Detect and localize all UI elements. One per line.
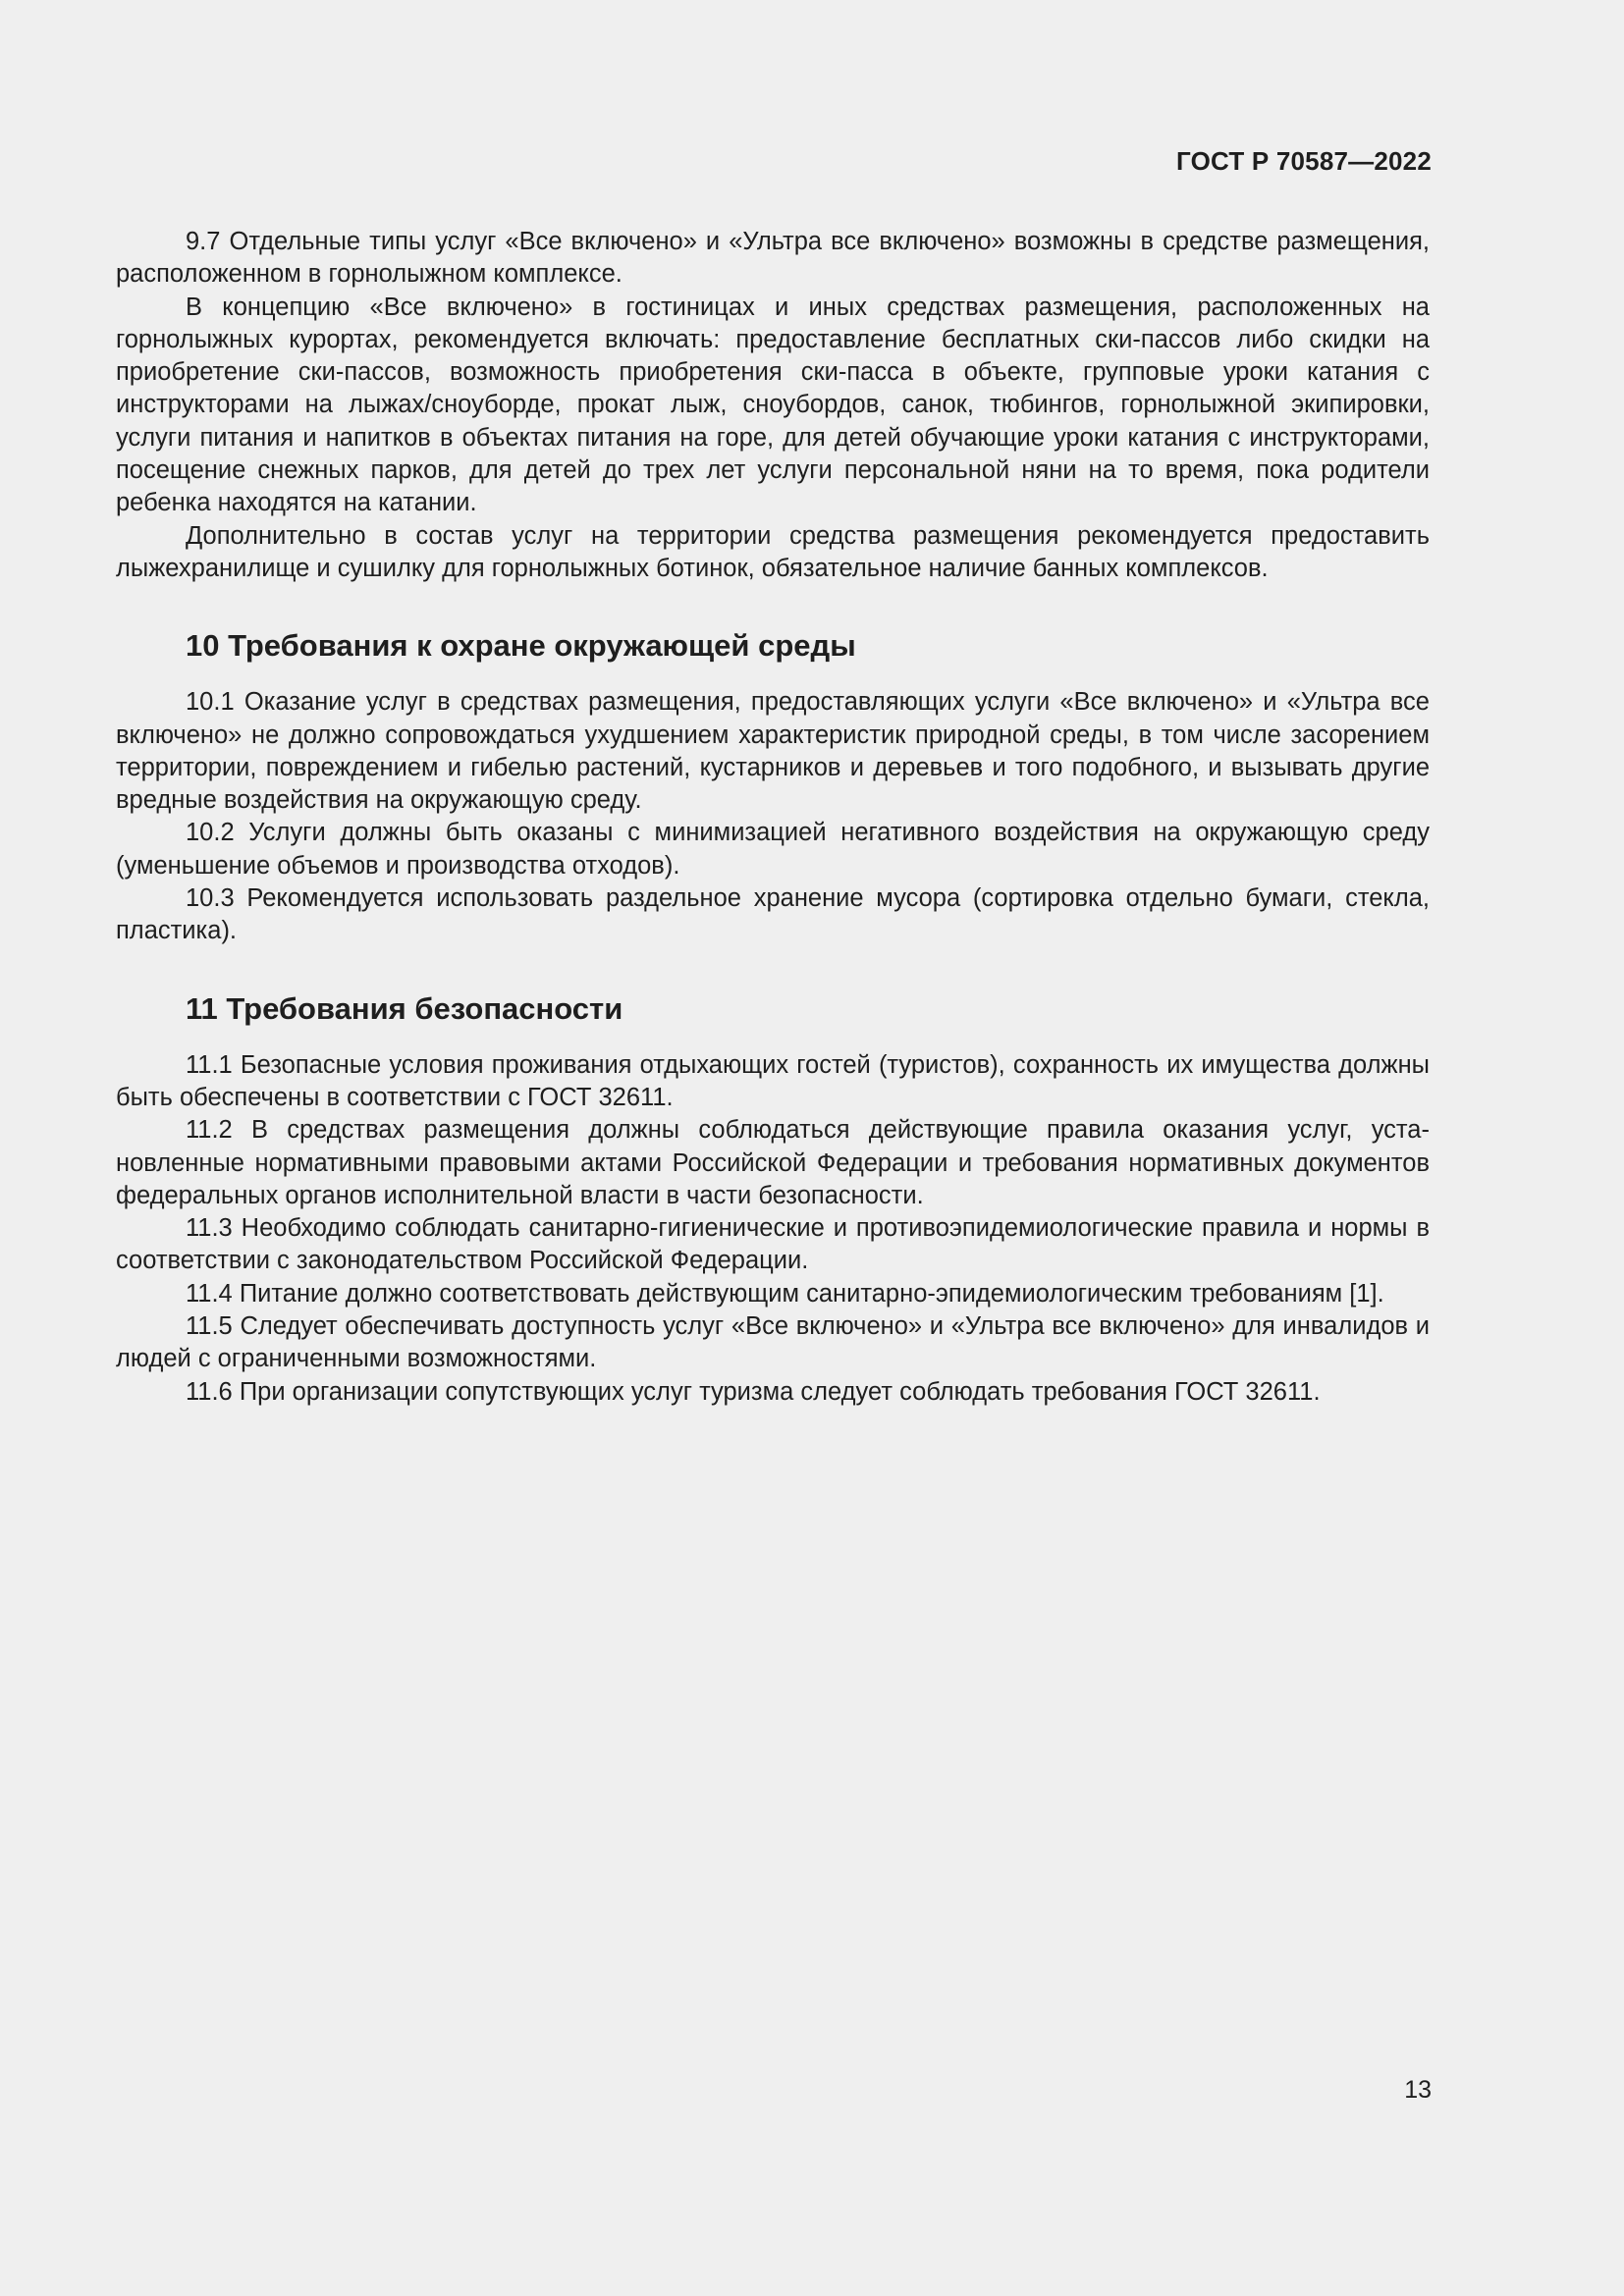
paragraph-11-3: 11.3 Необходимо соблюдать санитарно-гигиенические и противоэпидемиологические правила и нормы в соответствии с законодательством Российской Федерации. — [116, 1214, 1430, 1275]
paragraph-10-2: 10.2 Услуги должны быть оказаны с минимизацией негативного воздействия на окружающую среду (уменьшение объемов и производства отходов). — [116, 819, 1430, 880]
document-body — [116, 226, 1430, 1409]
paragraph-11-6: 11.6 При организации сопутствующих услуг туризма следует соблюдать требования ГОСТ 32611. — [186, 1377, 1321, 1406]
paragraph-10-3: 10.3 Рекомендуется использовать раздельное хранение мусора (сортировка отдельно бумаги, стекла, пластика). — [116, 884, 1430, 945]
page-number: 13 — [1404, 2076, 1432, 2104]
paragraph-11-2: 11.2 В средствах размещения должны соблюдаться действующие правила оказания услуг, установленные нормативными правовыми актами Российской Федерации и требования нормативных документов федеральных органов исполнительной власти в части безопасности. — [116, 1116, 1430, 1209]
paragraph-11-1: 11.1 Безопасные условия проживания отдыхающих гостей (туристов), сохранность их имущества должны быть обеспечены в соответствии с ГОСТ 32611. — [116, 1050, 1430, 1111]
paragraph-all-inclusive-concept: В концепцию «Все включено» в гостиницах и иных средствах размещения, расположенных на горнолыжных курортах, рекомендуется включать: предоставление бесплатных ски-пассов либо скидки на приобретение ски-пассов, возможность приобретения ски-пасса в объекте, групповые уроки катания с инструкторами на лыжах/сноуборде, прокат лыж, сноубордов, санок, тюбингов, горнолыжной экипировки, услуги питания и напитков в объектах питания на горе, для детей обучающие уроки катания с инструкторами, посещение снежных парков, для детей до трех лет услуги персональной няни на то время, пока родители ребенка находятся на катании. — [116, 293, 1430, 517]
paragraph-9-7: 9.7 Отдельные типы услуг «Все включено» и «Ультра все включено» возможны в средстве размещения, расположенном в горнолыжном комплексе. — [116, 228, 1430, 289]
section-10-heading: 10 Требования к охране окружающей среды — [186, 628, 856, 664]
document-code-header: ГОСТ Р 70587—2022 — [1176, 146, 1432, 176]
section-11-heading: 11 Требования безопасности — [186, 990, 623, 1026]
paragraph-11-5: 11.5 Следует обеспечивать доступность услуг «Все включено» и «Ультра все включено» для инвалидов и людей с ограниченными возможностями. — [116, 1312, 1430, 1373]
paragraph-10-1: 10.1 Оказание услуг в средствах размещения, предоставляющих услуги «Все включено» и «Ультра все включено» не должно сопровождаться ухудшением характеристик природной среды, в том числе засорением территории, повреждением и гибелью растений, кустарников и деревьев и того подобного, и вызывать другие вредные воздействия на окружающую среду. — [116, 688, 1430, 815]
paragraph-additional-services: Дополнительно в состав услуг на территории средства размещения рекомендуется предоставить лыжехранилище и сушилку для горнолыжных ботинок, обязательное наличие банных комплексов. — [116, 521, 1430, 582]
paragraph-11-4: 11.4 Питание должно соответствовать действующим санитарно-эпидемиологическим требованиям [1]. — [186, 1279, 1384, 1308]
